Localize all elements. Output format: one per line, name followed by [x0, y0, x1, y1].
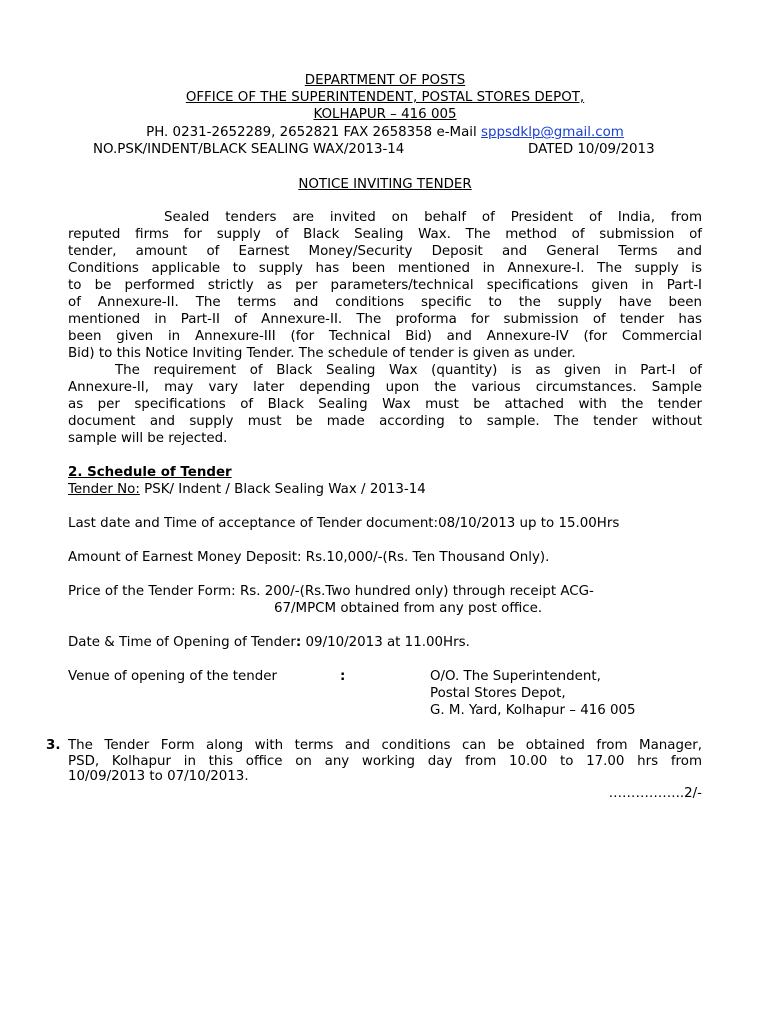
- venue-label: Venue of opening of the tender: [68, 669, 277, 684]
- para2-line: as per specifications of Black Sealing Wax must be attached with the tender: [68, 397, 702, 412]
- para1-line: been given in Annexure-III (for Technical Bid) and Annexure-IV (for Commercial: [68, 329, 702, 344]
- contact-line: [0, 124, 770, 141]
- para1-line: to be performed strictly as per parameters/technical specifications given in Part-I: [68, 278, 702, 293]
- dated: DATED 10/09/2013: [528, 142, 655, 157]
- item3-number: 3.: [46, 738, 61, 753]
- para1-line: Conditions applicable to supply has been mentioned in Annexure-I. The supply is: [68, 261, 702, 276]
- venue-address-line: Postal Stores Depot,: [430, 686, 566, 701]
- para1-line: tender, amount of Earnest Money/Security Deposit and General Terms and: [68, 244, 702, 259]
- earnest-money: Amount of Earnest Money Deposit: Rs.10,000/-(Rs. Ten Thousand Only).: [68, 550, 550, 565]
- email-link[interactable]: sppsdklp@gmail.com: [480, 125, 624, 140]
- item3-line: PSD, Kolhapur in this office on any working day from 10.00 to 17.00 hrs from: [68, 754, 702, 769]
- tender-number-label: Tender No:: [68, 482, 140, 497]
- para2-line: The requirement of Black Sealing Wax (quantity) is as given in Part-I of: [115, 363, 702, 378]
- phone-fax: PH. 0231-2652289, 2652821 FAX 2658358 e-Mail: [146, 125, 481, 140]
- venue-colon: :: [340, 669, 346, 684]
- tender-form-price-cont: 67/MPCM obtained from any post office.: [274, 601, 543, 616]
- reference-number: NO.PSK/INDENT/BLACK SEALING WAX/2013-14: [93, 142, 405, 157]
- para2-line: document and supply must be made according to sample. The tender without: [68, 414, 702, 429]
- tender-number: [68, 481, 426, 498]
- para1-line: Bid) to this Notice Inviting Tender. The schedule of tender is given as under.: [68, 346, 576, 361]
- notice-title: NOTICE INVITING TENDER: [298, 177, 472, 192]
- item3-line: The Tender Form along with terms and conditions can be obtained from Manager,: [68, 738, 702, 753]
- page-continuation: ……………..2/-: [608, 786, 702, 801]
- opening-colon: :: [295, 635, 302, 650]
- opening-value: 09/10/2013 at 11.00Hrs.: [301, 635, 470, 650]
- para1-line: reputed firms for supply of Black Sealing Wax. The method of submission of: [68, 227, 702, 242]
- tender-number-value: PSK/ Indent / Black Sealing Wax / 2013-14: [139, 482, 426, 497]
- para1-line: Sealed tenders are invited on behalf of President of India, from: [164, 210, 702, 225]
- office-city: KOLHAPUR – 416 005: [313, 107, 457, 122]
- office-title: OFFICE OF THE SUPERINTENDENT, POSTAL STORES DEPOT,: [185, 90, 585, 105]
- para2-line: Annexure-II, may vary later depending upon the various circumstances. Sample: [68, 380, 702, 395]
- last-date: Last date and Time of acceptance of Tender document:08/10/2013 up to 15.00Hrs: [68, 516, 620, 531]
- department-title: DEPARTMENT OF POSTS: [304, 73, 466, 88]
- venue-address-line: O/O. The Superintendent,: [430, 669, 601, 684]
- tender-form-price: Price of the Tender Form: Rs. 200/-(Rs.Two hundred only) through receipt ACG-: [68, 584, 594, 599]
- schedule-heading: 2. Schedule of Tender: [68, 465, 232, 480]
- para1-line: of Annexure-II. The terms and conditions specific to the supply have been: [68, 295, 702, 310]
- item3-line: 10/09/2013 to 07/10/2013.: [68, 769, 249, 784]
- opening-label: Date & Time of Opening of Tender: [68, 635, 296, 650]
- venue-address-line: G. M. Yard, Kolhapur – 416 005: [430, 703, 636, 718]
- para2-line: sample will be rejected.: [68, 431, 228, 446]
- opening-date: [68, 634, 470, 651]
- para1-line: mentioned in Part-II of Annexure-II. The proforma for submission of tender has: [68, 312, 702, 327]
